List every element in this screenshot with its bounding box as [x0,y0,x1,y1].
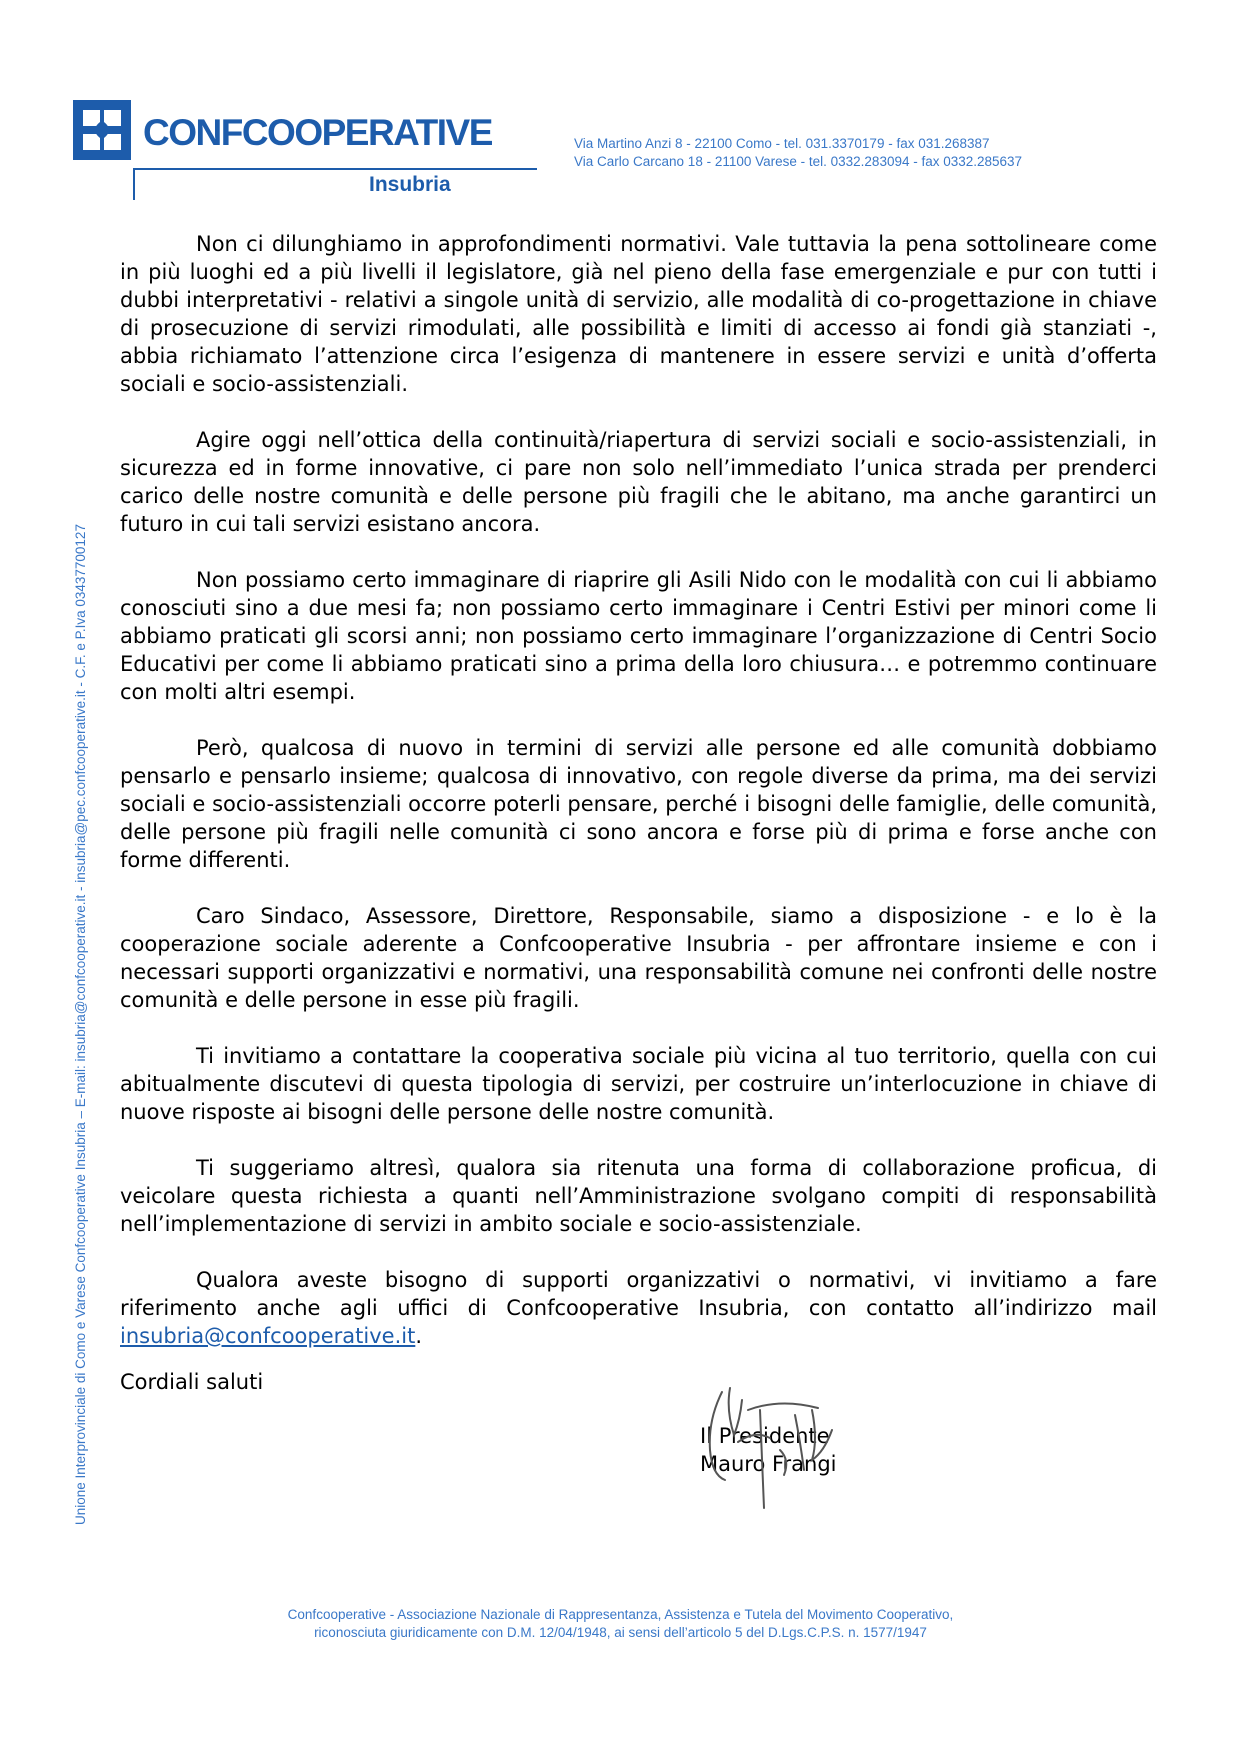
salutation: Cordiali saluti [120,1370,264,1394]
signatory-name: Mauro Frangi [700,1452,837,1476]
body-paragraph-7: Ti suggeriamo altresì, qualora sia ritenuta una forma di collaborazione proficua, di veicolare questa richiesta a quanti nell’Amministrazione svolgano compiti di responsabilità nell’implementazione di servizi in ambito sociale e socio-assistenziale. [120,1156,1157,1236]
body-paragraph-2: Agire oggi nell’ottica della continuità/riapertura di servizi sociali e socio-assistenziali, in sicurezza ed in forme innovative, ci pare non solo nell’immediato l’unica strada per prenderci carico delle nostre comunità e delle persone più fragili che le abitano, ma anche garantirci un futuro in cui tali servizi esistano ancora. [120,428,1157,536]
letterhead-logo [73,100,492,204]
organization-name: CONFCOOPERATIVE [143,112,492,153]
body-paragraph-5: Caro Sindaco, Assessore, Direttore, Responsabile, siamo a disposizione - e lo è la cooperazione sociale aderente a Confcooperative Insubria - per affrontare insieme e con i necessari supporti organizzativi e normativi, una responsabilità comune nei confronti delle nostre comunità e delle persone in esse più fragili. [120,904,1157,1012]
footer-line-1: Confcooperative - Associazione Nazionale di Rappresentanza, Assistenza e Tutela del Movimento Cooperativo, [287,1607,954,1622]
body-paragraph-8-end: . [415,1324,422,1348]
body-paragraph-1: Non ci dilunghiamo in approfondimenti normativi. Vale tuttavia la pena sottolineare come in più luoghi ed a più livelli il legislatore, già nel pieno della fase emergenziale e pur con tutti i dubbi interpretativi - relativi a singole unità di servizio, alle modalità di co-progettazione in chiave di prosecuzione di servizi rimodulati, alle possibilità e limiti di accesso ai fondi già stanziati -, abbia richiamato l’attenzione circa l’esigenza di mantenere in essere servizi e unità d’offerta sociali e socio-assistenziali. [120,232,1157,396]
body-paragraph-8 [120,1266,1157,1350]
logo-divider [133,168,537,170]
email-link[interactable]: insubria@confcooperative.it [120,1324,416,1348]
address-como: Via Martino Anzi 8 - 22100 Como - tel. 031.3370179 - fax 031.268387 [574,136,990,151]
side-company-info: Unione Interprovinciale di Como e Varese Confcooperative Insubria – E-mail: insubria@confcooperative.it - insubria@pec.confcooperative.it - C.F. e P.Iva 03437700127 [73,524,88,1525]
organization-branch: Insubria [369,173,451,196]
letter-footer [0,1606,1241,1642]
logo-divider-tick [133,168,135,200]
confcooperative-logo-icon [73,100,131,160]
footer-line-2: riconosciuta giuridicamente con D.M. 12/04/1948, ai sensi dell’articolo 5 del D.Lgs.C.P.S. n. 1577/1947 [314,1625,927,1640]
body-paragraph-6: Ti invitiamo a contattare la cooperativa sociale più vicina al tuo territorio, quella con cui abitualmente discutevi di questa tipologia di servizi, per costruire un’interlocuzione in chiave di nuove risposte ai bisogni delle persone delle nostre comunità. [120,1044,1157,1124]
letter-body [120,230,1157,1350]
address-varese: Via Carlo Carcano 18 - 21100 Varese - tel. 0332.283094 - fax 0332.285637 [574,154,1023,169]
body-paragraph-3: Non possiamo certo immaginare di riaprire gli Asili Nido con le modalità con cui li abbiamo conosciuti sino a due mesi fa; non possiamo certo immaginare i Centri Estivi per minori come li abbiamo praticati gli scorsi anni; non possiamo certo immaginare l’organizzazione di Centri Socio Educativi per come li abbiamo praticati sino a prima della loro chiusura… e potremmo continuare con molti altri esempi. [120,568,1157,704]
body-paragraph-4: Però, qualcosa di nuovo in termini di servizi alle persone ed alle comunità dobbiamo pensarlo e pensarlo insieme; qualcosa di innovativo, con regole diverse da prima, ma dei servizi sociali e socio-assistenziali occorre poterli pensare, perché i bisogni delle famiglie, delle comunità, delle persone più fragili nelle comunità ci sono ancora e forse più di prima e forse anche con forme differenti. [120,736,1157,872]
body-paragraph-8-text: Qualora aveste bisogno di supporti organizzativi o normativi, vi invitiamo a fare riferimento anche agli uffici di Confcooperative Insubria, con contatto all’indirizzo mail [120,1268,1157,1320]
signatory-role: Il Presidente [700,1424,830,1448]
signature-block [700,1422,837,1478]
office-addresses [574,135,1022,171]
